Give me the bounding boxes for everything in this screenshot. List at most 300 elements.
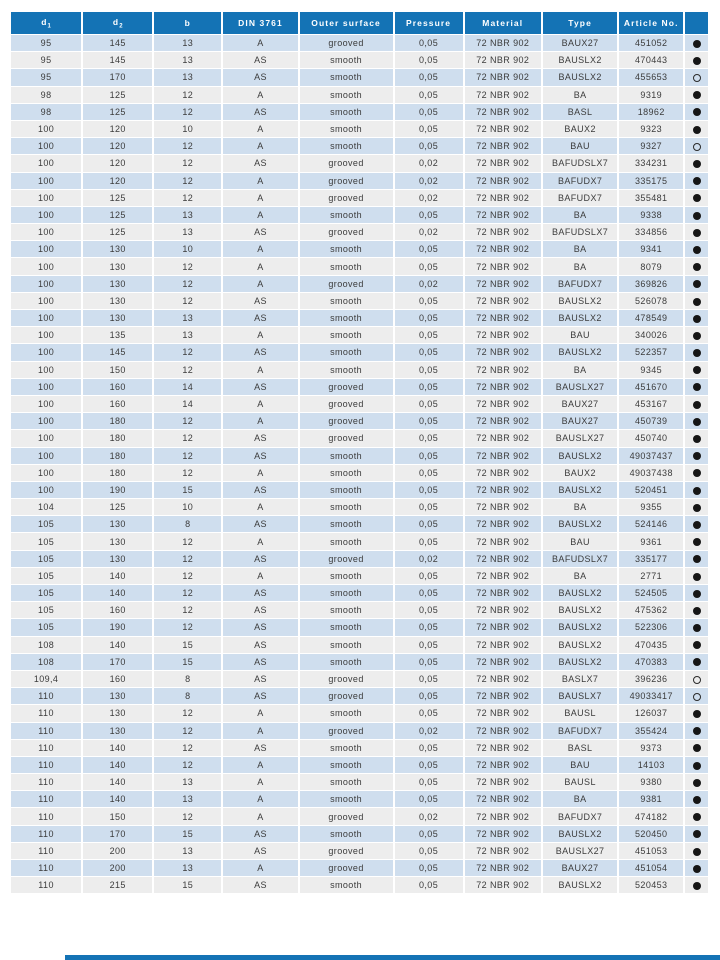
table-cell: 72 NBR 902 xyxy=(465,52,541,68)
table-cell: 100 xyxy=(11,155,81,171)
table-cell: 0,02 xyxy=(395,155,463,171)
table-cell: BASL xyxy=(543,740,617,756)
table-cell: 0,05 xyxy=(395,87,463,103)
table-cell: 140 xyxy=(83,637,152,653)
table-cell: 12 xyxy=(154,602,221,618)
table-cell: 12 xyxy=(154,190,221,206)
table-cell: smooth xyxy=(300,121,393,137)
table-cell: 100 xyxy=(11,465,81,481)
table-cell: AS xyxy=(223,740,297,756)
table-cell: BAUX27 xyxy=(543,860,617,876)
table-cell: 160 xyxy=(83,379,152,395)
availability-cell xyxy=(685,516,708,532)
table-row xyxy=(11,860,708,876)
table-cell: 72 NBR 902 xyxy=(465,310,541,326)
table-cell: A xyxy=(223,396,297,412)
table-cell: 100 xyxy=(11,482,81,498)
table-cell: 0,05 xyxy=(395,619,463,635)
table-cell: 100 xyxy=(11,207,81,223)
table-cell: BAUSLX2 xyxy=(543,448,617,464)
table-cell: grooved xyxy=(300,413,393,429)
table-cell: 72 NBR 902 xyxy=(465,740,541,756)
table-cell: 49033417 xyxy=(619,688,683,704)
table-cell: 72 NBR 902 xyxy=(465,379,541,395)
table-cell: BAUSLX2 xyxy=(543,654,617,670)
table-cell: BAUSLX27 xyxy=(543,843,617,859)
table-cell: 215 xyxy=(83,877,152,893)
table-cell: 15 xyxy=(154,877,221,893)
table-cell: 72 NBR 902 xyxy=(465,121,541,137)
table-row xyxy=(11,362,708,378)
table-cell: 105 xyxy=(11,533,81,549)
table-cell: 334856 xyxy=(619,224,683,240)
table-cell: 130 xyxy=(83,258,152,274)
table-cell: BAU xyxy=(543,138,617,154)
table-cell: BAUX27 xyxy=(543,396,617,412)
table-cell: 9338 xyxy=(619,207,683,223)
filled-dot-icon xyxy=(693,504,701,512)
table-cell: 355481 xyxy=(619,190,683,206)
table-cell: 520453 xyxy=(619,877,683,893)
table-cell: smooth xyxy=(300,207,393,223)
table-cell: BAUSLX7 xyxy=(543,688,617,704)
availability-cell xyxy=(685,808,708,824)
table-cell: 145 xyxy=(83,52,152,68)
table-cell: 0,05 xyxy=(395,207,463,223)
table-cell: 0,02 xyxy=(395,173,463,189)
availability-cell xyxy=(685,740,708,756)
table-cell: 12 xyxy=(154,740,221,756)
table-cell: 100 xyxy=(11,121,81,137)
availability-cell xyxy=(685,35,708,51)
table-cell: 450739 xyxy=(619,413,683,429)
table-cell: 180 xyxy=(83,448,152,464)
table-cell: A xyxy=(223,276,297,292)
table-cell: BAFUDSLX7 xyxy=(543,155,617,171)
table-cell: BAUX2 xyxy=(543,121,617,137)
table-cell: smooth xyxy=(300,499,393,515)
table-cell: 12 xyxy=(154,138,221,154)
availability-cell xyxy=(685,362,708,378)
filled-dot-icon xyxy=(693,263,701,271)
table-cell: 12 xyxy=(154,551,221,567)
table-cell: 12 xyxy=(154,344,221,360)
table-cell: 110 xyxy=(11,843,81,859)
table-cell: 13 xyxy=(154,207,221,223)
table-cell: BA xyxy=(543,258,617,274)
availability-cell xyxy=(685,774,708,790)
table-row xyxy=(11,482,708,498)
availability-cell xyxy=(685,602,708,618)
table-cell: 13 xyxy=(154,843,221,859)
table-cell: 72 NBR 902 xyxy=(465,396,541,412)
table-cell: BAUX27 xyxy=(543,35,617,51)
header-outer-surface: Outer surface xyxy=(300,12,393,34)
table-cell: BAUX27 xyxy=(543,413,617,429)
hollow-dot-icon xyxy=(693,74,701,82)
table-cell: smooth xyxy=(300,585,393,601)
table-cell: 95 xyxy=(11,52,81,68)
table-cell: smooth xyxy=(300,69,393,85)
filled-dot-icon xyxy=(693,40,701,48)
table-cell: 72 NBR 902 xyxy=(465,69,541,85)
table-cell: 470383 xyxy=(619,654,683,670)
table-cell: 95 xyxy=(11,35,81,51)
table-cell: 72 NBR 902 xyxy=(465,499,541,515)
table-cell: grooved xyxy=(300,379,393,395)
table-cell: smooth xyxy=(300,465,393,481)
filled-dot-icon xyxy=(693,521,701,529)
availability-cell xyxy=(685,585,708,601)
table-cell: 105 xyxy=(11,568,81,584)
table-cell: 72 NBR 902 xyxy=(465,104,541,120)
table-cell: 12 xyxy=(154,585,221,601)
availability-cell xyxy=(685,705,708,721)
table-cell: 72 NBR 902 xyxy=(465,602,541,618)
header-b: b xyxy=(154,12,221,34)
filled-dot-icon xyxy=(693,865,701,873)
table-cell: 100 xyxy=(11,241,81,257)
table-cell: A xyxy=(223,757,297,773)
table-cell: 110 xyxy=(11,723,81,739)
table-cell: A xyxy=(223,327,297,343)
table-cell: 72 NBR 902 xyxy=(465,723,541,739)
table-cell: BAUSLX2 xyxy=(543,619,617,635)
table-cell: 72 NBR 902 xyxy=(465,619,541,635)
availability-cell xyxy=(685,121,708,137)
table-cell: 160 xyxy=(83,671,152,687)
table-cell: AS xyxy=(223,155,297,171)
table-cell: smooth xyxy=(300,516,393,532)
table-cell: BAUSLX2 xyxy=(543,877,617,893)
availability-cell xyxy=(685,877,708,893)
table-cell: 475362 xyxy=(619,602,683,618)
table-cell: 72 NBR 902 xyxy=(465,774,541,790)
table-cell: 72 NBR 902 xyxy=(465,671,541,687)
table-cell: BAUSLX2 xyxy=(543,293,617,309)
table-cell: BAFUDX7 xyxy=(543,173,617,189)
table-cell: BAU xyxy=(543,757,617,773)
availability-cell xyxy=(685,499,708,515)
table-cell: AS xyxy=(223,310,297,326)
table-cell: 72 NBR 902 xyxy=(465,791,541,807)
table-row xyxy=(11,585,708,601)
table-cell: grooved xyxy=(300,224,393,240)
filled-dot-icon xyxy=(693,710,701,718)
table-cell: BAUSLX27 xyxy=(543,379,617,395)
table-cell: 105 xyxy=(11,516,81,532)
table-cell: 0,05 xyxy=(395,241,463,257)
availability-cell xyxy=(685,104,708,120)
table-cell: 140 xyxy=(83,757,152,773)
table-cell: 145 xyxy=(83,344,152,360)
filled-dot-icon xyxy=(693,813,701,821)
table-row xyxy=(11,121,708,137)
product-table xyxy=(9,11,710,894)
table-cell: 0,05 xyxy=(395,688,463,704)
availability-cell xyxy=(685,619,708,635)
table-cell: 18962 xyxy=(619,104,683,120)
table-cell: 72 NBR 902 xyxy=(465,482,541,498)
table-cell: A xyxy=(223,35,297,51)
table-row xyxy=(11,619,708,635)
table-cell: 12 xyxy=(154,465,221,481)
filled-dot-icon xyxy=(693,848,701,856)
table-cell: 0,05 xyxy=(395,740,463,756)
table-cell: 14 xyxy=(154,379,221,395)
table-cell: grooved xyxy=(300,688,393,704)
table-cell: 170 xyxy=(83,69,152,85)
table-row xyxy=(11,52,708,68)
table-cell: 160 xyxy=(83,396,152,412)
table-cell: 0,05 xyxy=(395,327,463,343)
availability-cell xyxy=(685,241,708,257)
table-cell: smooth xyxy=(300,757,393,773)
filled-dot-icon xyxy=(693,57,701,65)
table-cell: 13 xyxy=(154,224,221,240)
table-cell: 100 xyxy=(11,276,81,292)
table-cell: smooth xyxy=(300,327,393,343)
table-row xyxy=(11,413,708,429)
availability-cell xyxy=(685,413,708,429)
table-cell: 335175 xyxy=(619,173,683,189)
availability-cell xyxy=(685,396,708,412)
table-cell: 0,05 xyxy=(395,379,463,395)
table-cell: 72 NBR 902 xyxy=(465,448,541,464)
availability-cell xyxy=(685,327,708,343)
table-cell: 160 xyxy=(83,602,152,618)
table-cell: smooth xyxy=(300,568,393,584)
hollow-dot-icon xyxy=(693,143,701,151)
table-cell: smooth xyxy=(300,310,393,326)
table-cell: 451052 xyxy=(619,35,683,51)
filled-dot-icon xyxy=(693,762,701,770)
table-cell: 12 xyxy=(154,808,221,824)
table-cell: AS xyxy=(223,104,297,120)
table-cell: 72 NBR 902 xyxy=(465,344,541,360)
table-cell: AS xyxy=(223,448,297,464)
table-cell: 451054 xyxy=(619,860,683,876)
hollow-dot-icon xyxy=(693,693,701,701)
table-cell: 72 NBR 902 xyxy=(465,843,541,859)
filled-dot-icon xyxy=(693,91,701,99)
table-cell: 72 NBR 902 xyxy=(465,241,541,257)
table-cell: 110 xyxy=(11,740,81,756)
table-cell: 72 NBR 902 xyxy=(465,430,541,446)
table-cell: 0,05 xyxy=(395,258,463,274)
table-cell: 478549 xyxy=(619,310,683,326)
table-cell: 526078 xyxy=(619,293,683,309)
table-cell: 520451 xyxy=(619,482,683,498)
table-cell: 100 xyxy=(11,430,81,446)
table-cell: 12 xyxy=(154,533,221,549)
filled-dot-icon xyxy=(693,538,701,546)
table-cell: 13 xyxy=(154,791,221,807)
hollow-dot-icon xyxy=(693,676,701,684)
availability-cell xyxy=(685,430,708,446)
table-cell: 72 NBR 902 xyxy=(465,465,541,481)
table-cell: 140 xyxy=(83,791,152,807)
table-cell: 72 NBR 902 xyxy=(465,155,541,171)
table-cell: 72 NBR 902 xyxy=(465,138,541,154)
table-row xyxy=(11,241,708,257)
table-cell: A xyxy=(223,723,297,739)
table-cell: 72 NBR 902 xyxy=(465,258,541,274)
table-cell: 12 xyxy=(154,293,221,309)
table-cell: 0,05 xyxy=(395,448,463,464)
table-cell: 522357 xyxy=(619,344,683,360)
table-cell: 49037438 xyxy=(619,465,683,481)
table-cell: 100 xyxy=(11,224,81,240)
table-cell: 9373 xyxy=(619,740,683,756)
table-cell: BAFUDX7 xyxy=(543,723,617,739)
table-cell: 120 xyxy=(83,173,152,189)
table-cell: BAU xyxy=(543,327,617,343)
table-cell: A xyxy=(223,499,297,515)
table-cell: 2771 xyxy=(619,568,683,584)
table-cell: 170 xyxy=(83,654,152,670)
table-cell: 190 xyxy=(83,482,152,498)
table-cell: AS xyxy=(223,585,297,601)
table-cell: 0,02 xyxy=(395,808,463,824)
table-cell: 0,05 xyxy=(395,482,463,498)
table-cell: 12 xyxy=(154,276,221,292)
table-cell: 125 xyxy=(83,190,152,206)
filled-dot-icon xyxy=(693,194,701,202)
table-row xyxy=(11,705,708,721)
filled-dot-icon xyxy=(693,366,701,374)
table-cell: 125 xyxy=(83,207,152,223)
table-cell: 9341 xyxy=(619,241,683,257)
table-cell: AS xyxy=(223,69,297,85)
table-cell: 9323 xyxy=(619,121,683,137)
availability-cell xyxy=(685,258,708,274)
table-cell: 0,05 xyxy=(395,138,463,154)
table-cell: AS xyxy=(223,843,297,859)
table-cell: AS xyxy=(223,52,297,68)
table-cell: 72 NBR 902 xyxy=(465,688,541,704)
table-cell: 72 NBR 902 xyxy=(465,568,541,584)
table-cell: 0,05 xyxy=(395,671,463,687)
table-cell: A xyxy=(223,121,297,137)
header-material: Material xyxy=(465,12,541,34)
table-cell: 0,05 xyxy=(395,516,463,532)
table-row xyxy=(11,173,708,189)
table-cell: 453167 xyxy=(619,396,683,412)
table-row xyxy=(11,791,708,807)
table-cell: BAUSLX2 xyxy=(543,52,617,68)
table-cell: AS xyxy=(223,637,297,653)
table-cell: 145 xyxy=(83,35,152,51)
availability-cell xyxy=(685,310,708,326)
table-cell: 12 xyxy=(154,155,221,171)
table-cell: AS xyxy=(223,877,297,893)
filled-dot-icon xyxy=(693,332,701,340)
filled-dot-icon xyxy=(693,779,701,787)
footer-accent-bar xyxy=(65,955,720,960)
table-cell: 130 xyxy=(83,241,152,257)
table-cell: 100 xyxy=(11,362,81,378)
table-cell: 0,05 xyxy=(395,362,463,378)
table-cell: 100 xyxy=(11,293,81,309)
table-cell: 0,05 xyxy=(395,310,463,326)
table-cell: smooth xyxy=(300,293,393,309)
table-cell: smooth xyxy=(300,705,393,721)
table-cell: 104 xyxy=(11,499,81,515)
table-cell: 10 xyxy=(154,121,221,137)
availability-cell xyxy=(685,173,708,189)
header-din-3761: DIN 3761 xyxy=(223,12,297,34)
table-cell: 140 xyxy=(83,585,152,601)
table-cell: 120 xyxy=(83,155,152,171)
table-cell: 140 xyxy=(83,740,152,756)
table-cell: AS xyxy=(223,379,297,395)
availability-cell xyxy=(685,843,708,859)
table-cell: A xyxy=(223,173,297,189)
table-cell: 140 xyxy=(83,568,152,584)
filled-dot-icon xyxy=(693,590,701,598)
filled-dot-icon xyxy=(693,830,701,838)
table-cell: 8 xyxy=(154,688,221,704)
availability-cell xyxy=(685,207,708,223)
table-cell: 0,05 xyxy=(395,774,463,790)
table-cell: 100 xyxy=(11,344,81,360)
table-cell: 474182 xyxy=(619,808,683,824)
table-cell: AS xyxy=(223,654,297,670)
availability-cell xyxy=(685,723,708,739)
table-cell: 95 xyxy=(11,69,81,85)
table-cell: 130 xyxy=(83,293,152,309)
table-cell: 470443 xyxy=(619,52,683,68)
table-cell: 125 xyxy=(83,224,152,240)
table-cell: 455653 xyxy=(619,69,683,85)
table-cell: grooved xyxy=(300,396,393,412)
table-cell: 13 xyxy=(154,310,221,326)
table-cell: 72 NBR 902 xyxy=(465,516,541,532)
table-cell: 0,05 xyxy=(395,826,463,842)
table-row xyxy=(11,69,708,85)
table-cell: 100 xyxy=(11,413,81,429)
table-cell: 9381 xyxy=(619,791,683,807)
table-cell: 9345 xyxy=(619,362,683,378)
table-cell: BAUSLX2 xyxy=(543,69,617,85)
table-cell: 72 NBR 902 xyxy=(465,276,541,292)
table-cell: AS xyxy=(223,482,297,498)
header-d2-subscript: 2 xyxy=(119,23,123,30)
availability-cell xyxy=(685,293,708,309)
table-cell: 110 xyxy=(11,826,81,842)
filled-dot-icon xyxy=(693,401,701,409)
table-cell: 0,05 xyxy=(395,602,463,618)
table-cell: 13 xyxy=(154,327,221,343)
table-cell: 355424 xyxy=(619,723,683,739)
table-cell: BAUSLX2 xyxy=(543,482,617,498)
table-cell: 13 xyxy=(154,69,221,85)
table-cell: 396236 xyxy=(619,671,683,687)
table-cell: smooth xyxy=(300,344,393,360)
table-cell: BA xyxy=(543,568,617,584)
table-row xyxy=(11,826,708,842)
table-cell: 72 NBR 902 xyxy=(465,826,541,842)
table-cell: 0,02 xyxy=(395,551,463,567)
table-cell: 108 xyxy=(11,637,81,653)
table-cell: 12 xyxy=(154,258,221,274)
table-cell: 100 xyxy=(11,327,81,343)
filled-dot-icon xyxy=(693,658,701,666)
table-cell: 150 xyxy=(83,362,152,378)
table-cell: AS xyxy=(223,224,297,240)
table-cell: 12 xyxy=(154,568,221,584)
